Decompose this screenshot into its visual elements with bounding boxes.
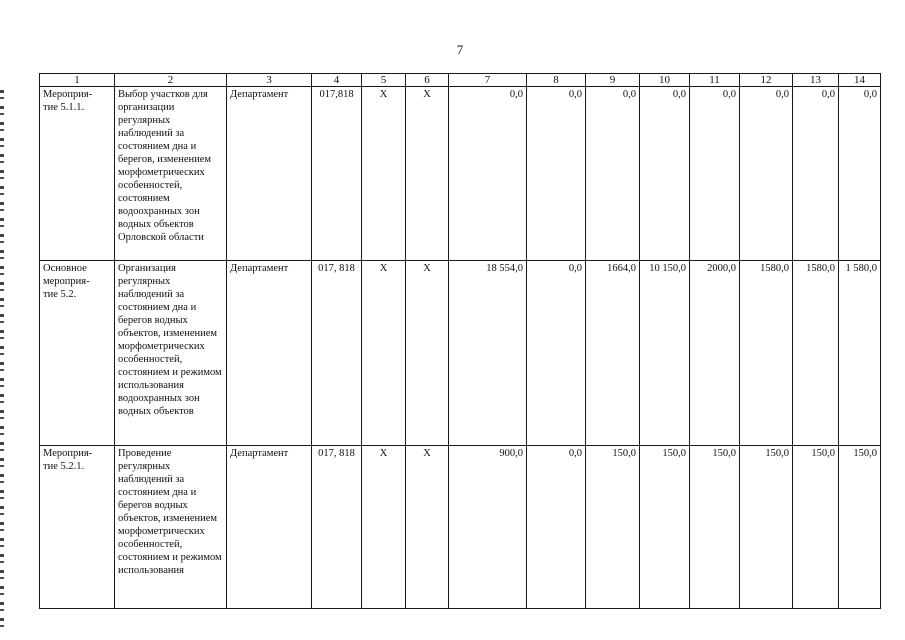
measure-description: Выбор участков для организации регулярных наблюдений за состоянием дна и берегов, изменением морфометрических особенностей, состоянием водоохранных зон водных объектов Орловской области [115, 87, 227, 261]
table-row [40, 87, 881, 261]
column-header: 7 [449, 74, 527, 87]
amount-cell: 1 580,0 [839, 261, 881, 446]
column-header: 5 [362, 74, 406, 87]
amount-cell: 150,0 [586, 446, 640, 609]
column-header: 12 [740, 74, 793, 87]
column-header: 4 [312, 74, 362, 87]
amount-cell: 0,0 [586, 87, 640, 261]
amount-cell: 1580,0 [793, 261, 839, 446]
measure-code: Мероприя- тие 5.2.1. [40, 446, 115, 609]
table-cell: X [406, 446, 449, 609]
measure-executor: Департамент [227, 87, 312, 261]
amount-cell: 10 150,0 [640, 261, 690, 446]
table-row [40, 261, 881, 446]
amount-cell: 0,0 [690, 87, 740, 261]
column-header: 3 [227, 74, 312, 87]
amount-cell: 0,0 [640, 87, 690, 261]
table-cell: X [362, 261, 406, 446]
column-header: 14 [839, 74, 881, 87]
table-header-row [40, 74, 881, 87]
amount-cell: 1664,0 [586, 261, 640, 446]
amount-cell: 0,0 [793, 87, 839, 261]
column-header: 8 [527, 74, 586, 87]
table-cell: X [362, 87, 406, 261]
table-cell: X [406, 261, 449, 446]
budget-code: 017, 818 [312, 446, 362, 609]
amount-cell: 150,0 [740, 446, 793, 609]
scan-edge-artifact [0, 90, 4, 630]
column-header: 6 [406, 74, 449, 87]
amount-cell: 1580,0 [740, 261, 793, 446]
measure-description: Организация регулярных наблюдений за состоянием дна и берегов водных объектов, изменением морфометрических особенностей, состоянием и режимом использования водоохранных зон водных объектов [115, 261, 227, 446]
column-header: 11 [690, 74, 740, 87]
amount-cell: 150,0 [640, 446, 690, 609]
amount-cell: 0,0 [839, 87, 881, 261]
table-cell: X [362, 446, 406, 609]
column-header: 2 [115, 74, 227, 87]
program-table [39, 73, 881, 609]
measure-executor: Департамент [227, 261, 312, 446]
amount-cell: 150,0 [793, 446, 839, 609]
table-cell: X [406, 87, 449, 261]
measure-code: Мероприя- тие 5.1.1. [40, 87, 115, 261]
column-header: 10 [640, 74, 690, 87]
amount-cell: 2000,0 [690, 261, 740, 446]
amount-cell: 18 554,0 [449, 261, 527, 446]
column-header: 9 [586, 74, 640, 87]
amount-cell: 150,0 [839, 446, 881, 609]
amount-cell: 150,0 [690, 446, 740, 609]
budget-code: 017,818 [312, 87, 362, 261]
column-header: 1 [40, 74, 115, 87]
measure-executor: Департамент [227, 446, 312, 609]
column-header: 13 [793, 74, 839, 87]
amount-cell: 0,0 [740, 87, 793, 261]
page-number: 7 [456, 42, 464, 57]
table-row [40, 446, 881, 609]
amount-cell: 900,0 [449, 446, 527, 609]
budget-code: 017, 818 [312, 261, 362, 446]
amount-cell: 0,0 [527, 261, 586, 446]
measure-code: Основное мероприя- тие 5.2. [40, 261, 115, 446]
amount-cell: 0,0 [449, 87, 527, 261]
amount-cell: 0,0 [527, 446, 586, 609]
measure-description: Проведение регулярных наблюдений за состоянием дна и берегов водных объектов, изменением морфометрических особенностей, состоянием и режимом использования [115, 446, 227, 609]
amount-cell: 0,0 [527, 87, 586, 261]
